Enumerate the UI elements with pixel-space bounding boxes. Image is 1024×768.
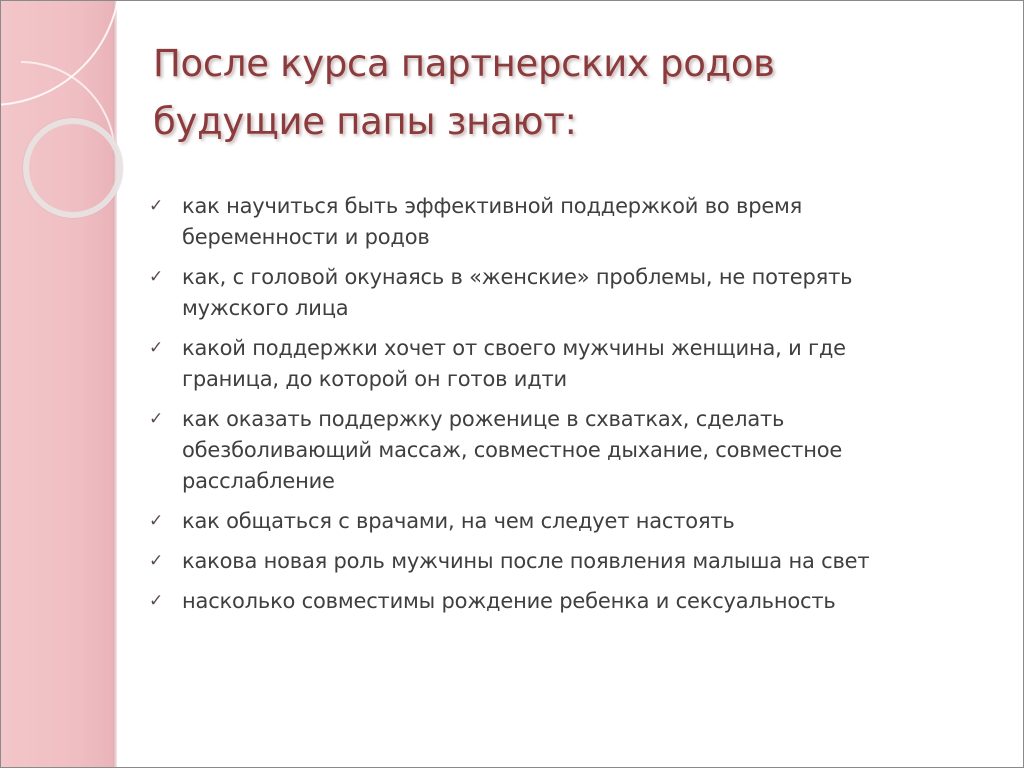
bullet-item — [149, 586, 969, 617]
slide-title — [153, 35, 973, 151]
bullet-text-line: как оказать поддержку роженице в схватках, сделать — [182, 407, 785, 431]
decorative-circle-small — [23, 118, 123, 218]
bullet-text-line: какова новая роль мужчины после появления малыша на свет — [182, 549, 870, 573]
bullet-item — [149, 404, 969, 497]
bullet-text-line: обезболивающий массаж, совместное дыхание, совместное — [182, 438, 843, 462]
bullet-text-line: граница, до которой он готов идти — [182, 367, 567, 391]
bullet-text-line: мужского лица — [182, 296, 349, 320]
bullet-item — [149, 262, 969, 324]
bullet-text-line: беременности и родов — [182, 225, 430, 249]
checkmark-icon: ✓ — [149, 338, 164, 358]
bullet-item — [149, 333, 969, 395]
checkmark-icon: ✓ — [149, 267, 164, 287]
bullet-list — [149, 191, 969, 626]
bullet-text-line: насколько совместимы рождение ребенка и сексуальность — [182, 589, 836, 613]
slide-title-line: После курса партнерских родов — [153, 42, 775, 85]
bullet-text-line: как общаться с врачами, на чем следует настоять — [182, 509, 735, 533]
bullet-text-line: расслабление — [182, 469, 335, 493]
checkmark-icon: ✓ — [149, 551, 164, 571]
slide-title-line: будущие папы знают: — [153, 100, 577, 143]
checkmark-icon: ✓ — [149, 196, 164, 216]
bullet-text-line: как, с головой окунаясь в «женские» проблемы, не потерять — [182, 265, 853, 289]
checkmark-icon: ✓ — [149, 591, 164, 611]
checkmark-icon: ✓ — [149, 409, 164, 429]
bullet-item — [149, 546, 969, 577]
side-band-edge — [113, 1, 117, 767]
checkmark-icon: ✓ — [149, 511, 164, 531]
bullet-item — [149, 191, 969, 253]
bullet-text-line: какой поддержки хочет от своего мужчины женщина, и где — [182, 336, 846, 360]
bullet-item — [149, 506, 969, 537]
bullet-text-line: как научиться быть эффективной поддержкой во время — [182, 194, 803, 218]
